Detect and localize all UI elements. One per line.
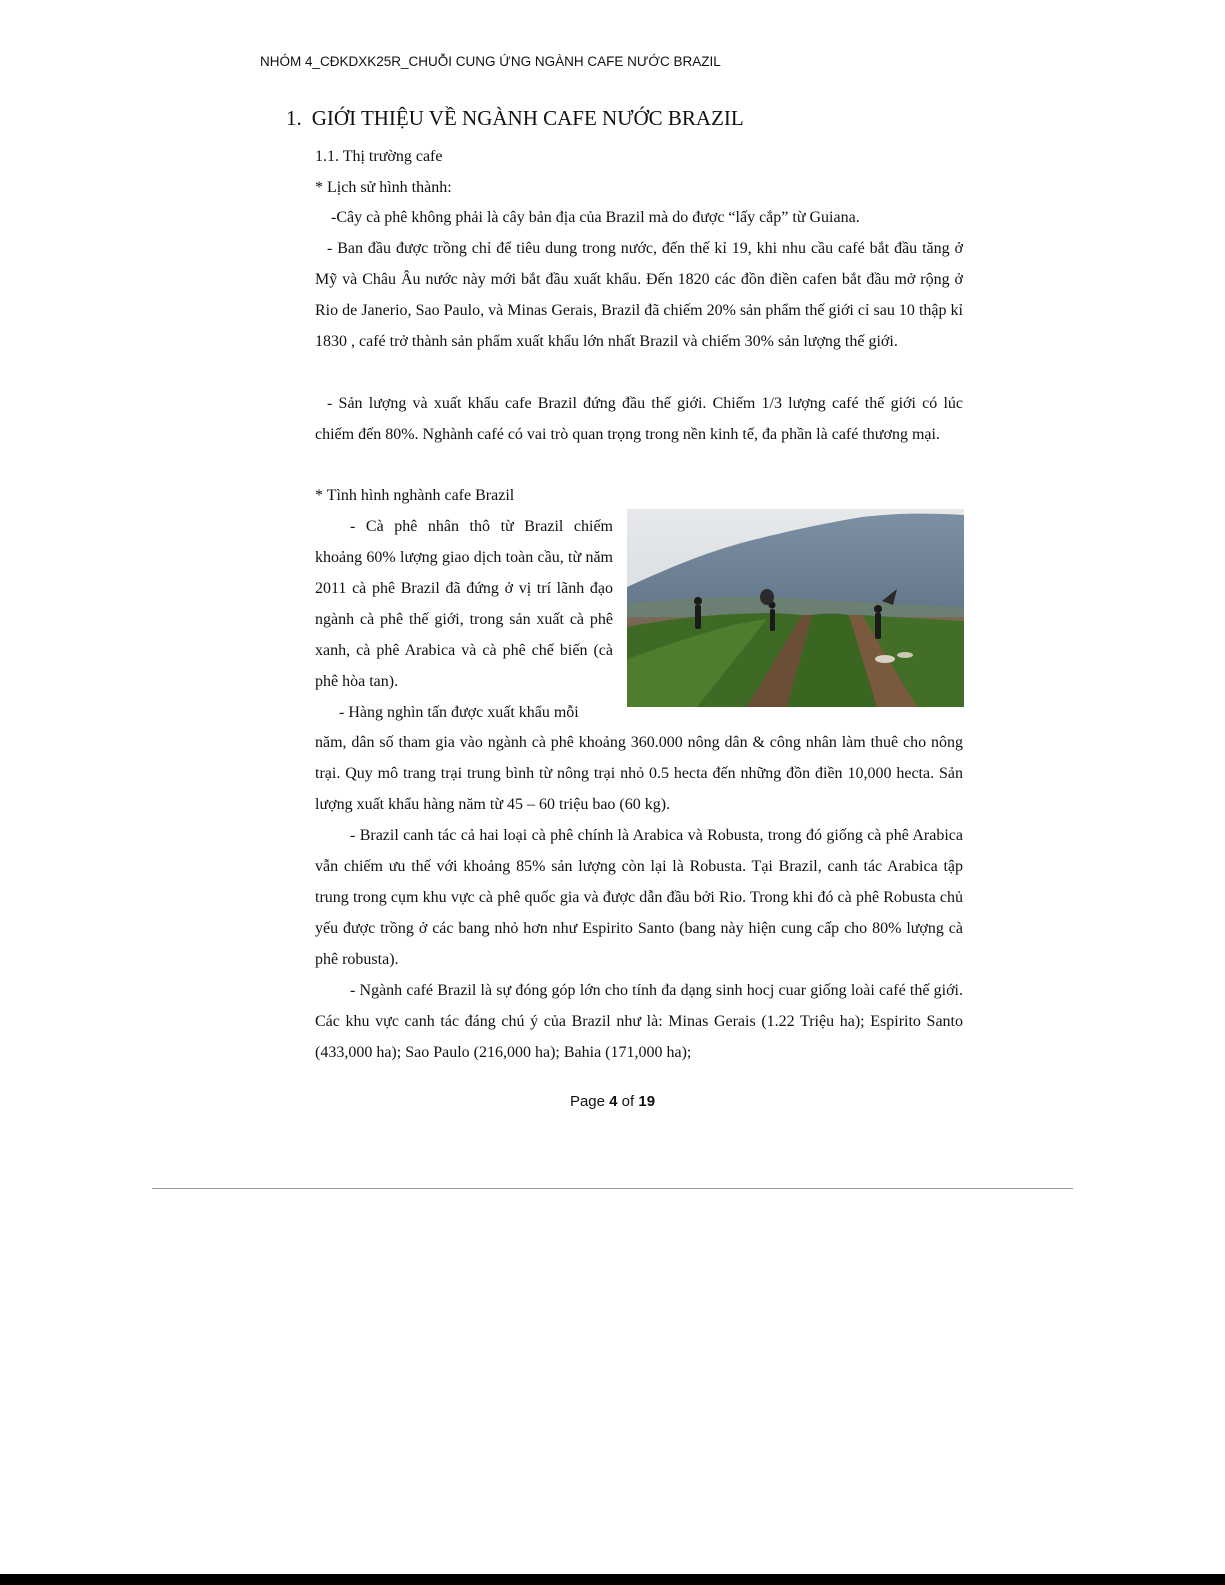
history-heading: * Lịch sử hình thành: (315, 179, 452, 196)
page-current: 4 (609, 1093, 618, 1110)
section-title: GIỚI THIỆU VỀ NGÀNH CAFE NƯỚC BRAZIL (311, 106, 744, 130)
status-paragraph-3 (315, 820, 963, 975)
history-paragraph-3-text: - Sản lượng và xuất khẩu cafe Brazil đứng đầu thế giới. Chiếm 1/3 lượng café thế giới có lúc chiếm đến 80%. Nghành café có vai trò quan trọng trong nền kinh tế, đa phần là café thương mại. (315, 395, 963, 443)
subsection-heading: 1.1. Thị trường cafe (315, 148, 443, 165)
status-paragraph-4 (315, 975, 963, 1068)
status-paragraph-4-text: - Ngành café Brazil là sự đóng góp lớn cho tính đa dạng sinh hocj cuar giống loài café thế giới. Các khu vực canh tác đáng chú ý của Brazil như là: Minas Gerais (1.22 Triệu ha); Espirito Santo (433,000 ha); Sao Paulo (216,000 ha); Bahia (171,000 ha); (315, 982, 963, 1061)
status-paragraph-1: - Cà phê nhân thô từ Brazil chiếm khoảng 60% lượng giao dịch toàn cầu, từ năm 2011 cà phê Brazil đã đứng ở vị trí lãnh đạo ngành cà phê thế giới, trong sản xuất cà phê xanh, cà phê Arabica và cà phê chế biến (cà phê hòa tan). (315, 518, 613, 690)
status-paragraph-2-start: - Hàng nghìn tấn được xuất khẩu mỗi (339, 704, 579, 721)
status-paragraph-3-text: - Brazil canh tác cả hai loại cà phê chính là Arabica và Robusta, trong đó giống cà phê Arabica vẫn chiếm ưu thế với khoảng 85% sản lượng còn lại là Robusta. Tại Brazil, canh tác Arabica tập trung trong cụm khu vực cà phê quốc gia và được dẫn đầu bởi Rio. Trong khi đó cà phê Robusta chủ yếu được trồng ở các bang nhỏ hơn như Espirito Santo (bang này hiện cung cấp cho 80% lượng cà phê robusta). (315, 827, 963, 968)
section-number: 1. (286, 106, 302, 130)
status-paragraph-2-rest-text: năm, dân số tham gia vào ngành cà phê khoảng 360.000 nông dân & công nhân làm thuê cho nông trại. Quy mô trang trại trung bình từ nông trại nhỏ 0.5 hecta đến những đồn điền 10,000 hecta. Sản lượng xuất khẩu hàng năm từ 45 – 60 triệu bao (60 kg). (315, 734, 963, 813)
status-paragraph-2-rest (315, 727, 963, 820)
running-header: NHÓM 4_CĐKDXK25R_CHUỖI CUNG ỨNG NGÀNH CAFE NƯỚC BRAZIL (260, 54, 721, 69)
section-heading (286, 106, 744, 131)
coffee-plantation-photo (627, 509, 964, 707)
history-paragraph-2 (315, 233, 963, 357)
page-total: 19 (638, 1093, 656, 1110)
bottom-bar (0, 1574, 1225, 1585)
history-paragraph-3 (315, 388, 963, 450)
of-word: of (621, 1093, 635, 1110)
page-separator (152, 1188, 1073, 1189)
history-paragraph-2-text: - Ban đầu được trồng chỉ để tiêu dung trong nước, đến thế kỉ 19, khi nhu cầu café bắt đầu tăng ở Mỹ và Châu Âu nước này mới bắt đầu xuất khẩu. Đến 1820 các đồn điền cafen bắt đầu mở rộng ở Rio de Janerio, Sao Paulo, và Minas Gerais, Brazil đã chiếm 20% sản phẩm thế giới cỉ sau 10 thập kỉ 1830 , café trở thành sản phẩm xuất khẩu lớn nhất Brazil và chiếm 30% sản lượng thế giới. (315, 240, 963, 350)
history-paragraph-1: -Cây cà phê không phải là cây bản địa của Brazil mà do được “lấy cắp” từ Guiana. (331, 209, 860, 226)
status-heading: * Tình hình nghành cafe Brazil (315, 487, 515, 504)
status-wrapped-text (315, 511, 613, 728)
page-word: Page (569, 1093, 605, 1110)
page-number (0, 1093, 1225, 1110)
